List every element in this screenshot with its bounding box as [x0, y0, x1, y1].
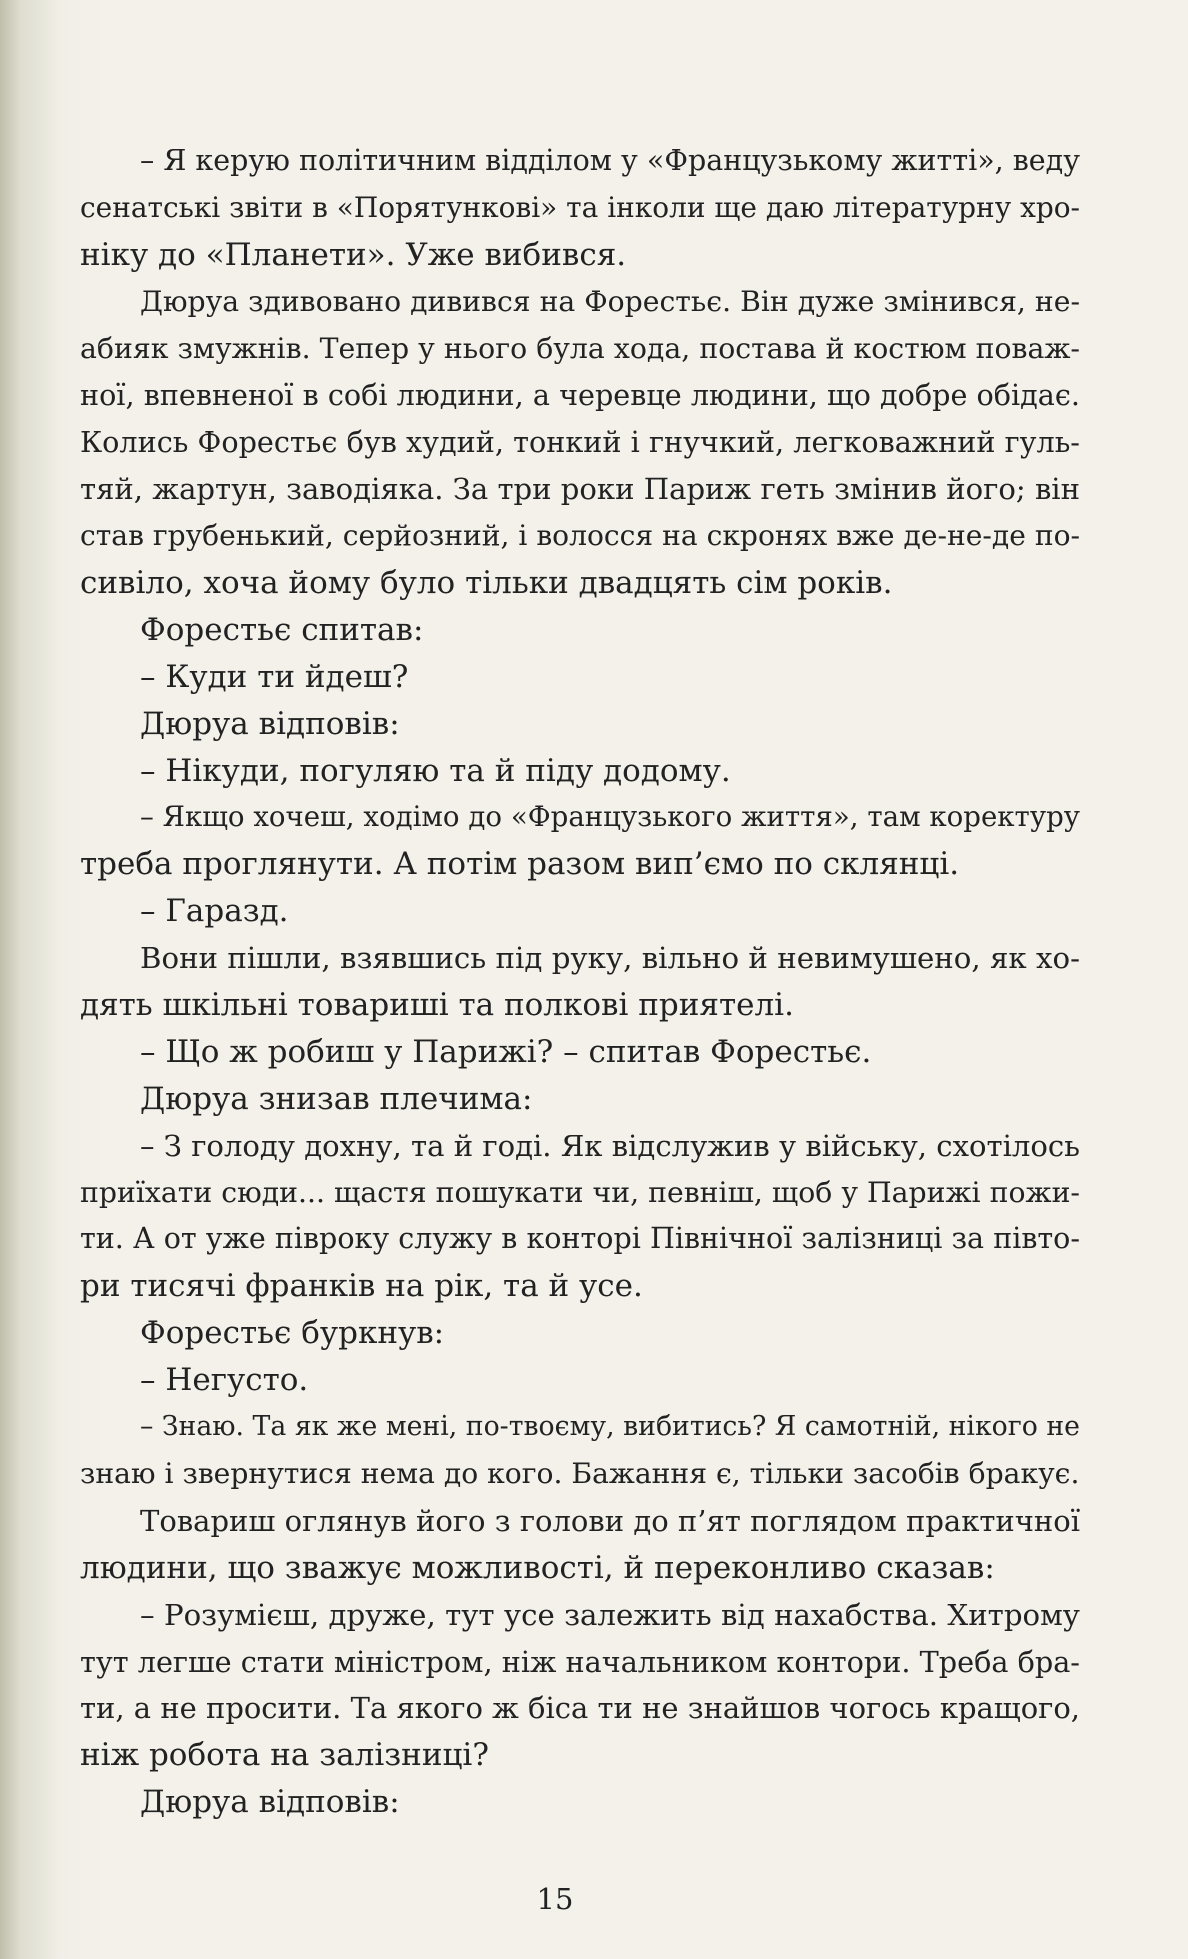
text-line: ти. А от уже півроку служу в конторі Північної залізниці за півто-	[80, 1222, 1080, 1256]
text-line: Дюруа відповів:	[140, 705, 400, 742]
text-line: – Куди ти йдеш?	[140, 658, 409, 695]
text-line: – Розумієш, друже, тут усе залежить від нахабства. Хитрому	[140, 1597, 1080, 1632]
text-line: сивіло, хоча йому було тільки двадцять сім років.	[80, 565, 893, 602]
text-line: приїхати сюди... щастя пошукати чи, певніш, щоб у Парижі пожи-	[80, 1175, 1080, 1209]
text-line: абияк змужнів. Тепер у нього була хода, постава й костюм поваж-	[80, 331, 1080, 365]
text-line: – Нікуди, погуляю та й піду додому.	[140, 752, 731, 789]
text-line: Дюруа знизав плечима:	[140, 1080, 533, 1117]
text-line: Колись Форестьє був худий, тонкий і гнучкий, легковажний гуль-	[80, 425, 1080, 460]
text-line: ної, впевненої в собі людини, а черевце людини, що добре обідає.	[80, 378, 1080, 413]
text-line: тут легше стати міністром, ніж начальником контори. Треба бра-	[80, 1644, 1080, 1679]
text-line: – Знаю. Та як же мені, по-твоєму, вибитись? Я самотній, нікого не	[140, 1411, 1080, 1443]
page-number: 15	[536, 1882, 574, 1916]
text-line: Товариш оглянув його з голови до п’ят поглядом практичної	[140, 1503, 1080, 1538]
text-line: – Я керую політичним відділом у «Французькому житті», веду	[140, 144, 1080, 177]
text-line: Дюруа здивовано дивився на Форестьє. Він дуже змінився, не-	[140, 284, 1080, 318]
text-line: тяй, жартун, заводіяка. За три роки Париж геть змінив його; він	[80, 472, 1080, 507]
text-line: ри тисячі франків на рік, та й усе.	[80, 1268, 643, 1305]
text-line: Вони пішли, взявшись під руку, вільно й невимушено, як хо-	[140, 941, 1080, 976]
text-line: Форестьє буркнув:	[140, 1315, 445, 1352]
text-line: ти, а не просити. Та якого ж біса ти не знайшов чогось кращого,	[80, 1691, 1080, 1726]
text-line: сенатські звіти в «Порятункові» та інколи ще даю літературну хро-	[80, 190, 1080, 224]
text-line: треба проглянути. А потім разом вип’ємо по склянці.	[80, 846, 960, 883]
text-line: дять шкільні товариші та полкові приятелі.	[80, 987, 794, 1024]
text-line: – Негусто.	[140, 1362, 309, 1399]
text-line: знаю і звернутися нема до кого. Бажання є, тільки засобів бракує.	[80, 1456, 1080, 1490]
text-line: Дюруа відповів:	[140, 1784, 400, 1821]
text-line: – З голоду дохну, та й годі. Як відслужив у війську, схотілось	[140, 1128, 1080, 1163]
text-line: ніж робота на залізниці?	[80, 1737, 489, 1774]
text-line: – Якщо хочеш, ходімо до «Французького життя», там коректуру	[140, 800, 1080, 834]
text-line: ніку до «Планети». Уже вибився.	[80, 236, 627, 273]
text-line: став грубенький, серйозний, і волосся на скронях вже де-не-де по-	[80, 519, 1080, 553]
text-line: – Гаразд.	[140, 893, 289, 930]
text-line: людини, що зважує можливості, й переконливо сказав:	[80, 1549, 995, 1586]
body-text	[80, 138, 1080, 1826]
text-line: Форестьє спитав:	[140, 611, 424, 648]
text-line: – Що ж робиш у Парижі? – спитав Форестьє.	[140, 1033, 872, 1070]
